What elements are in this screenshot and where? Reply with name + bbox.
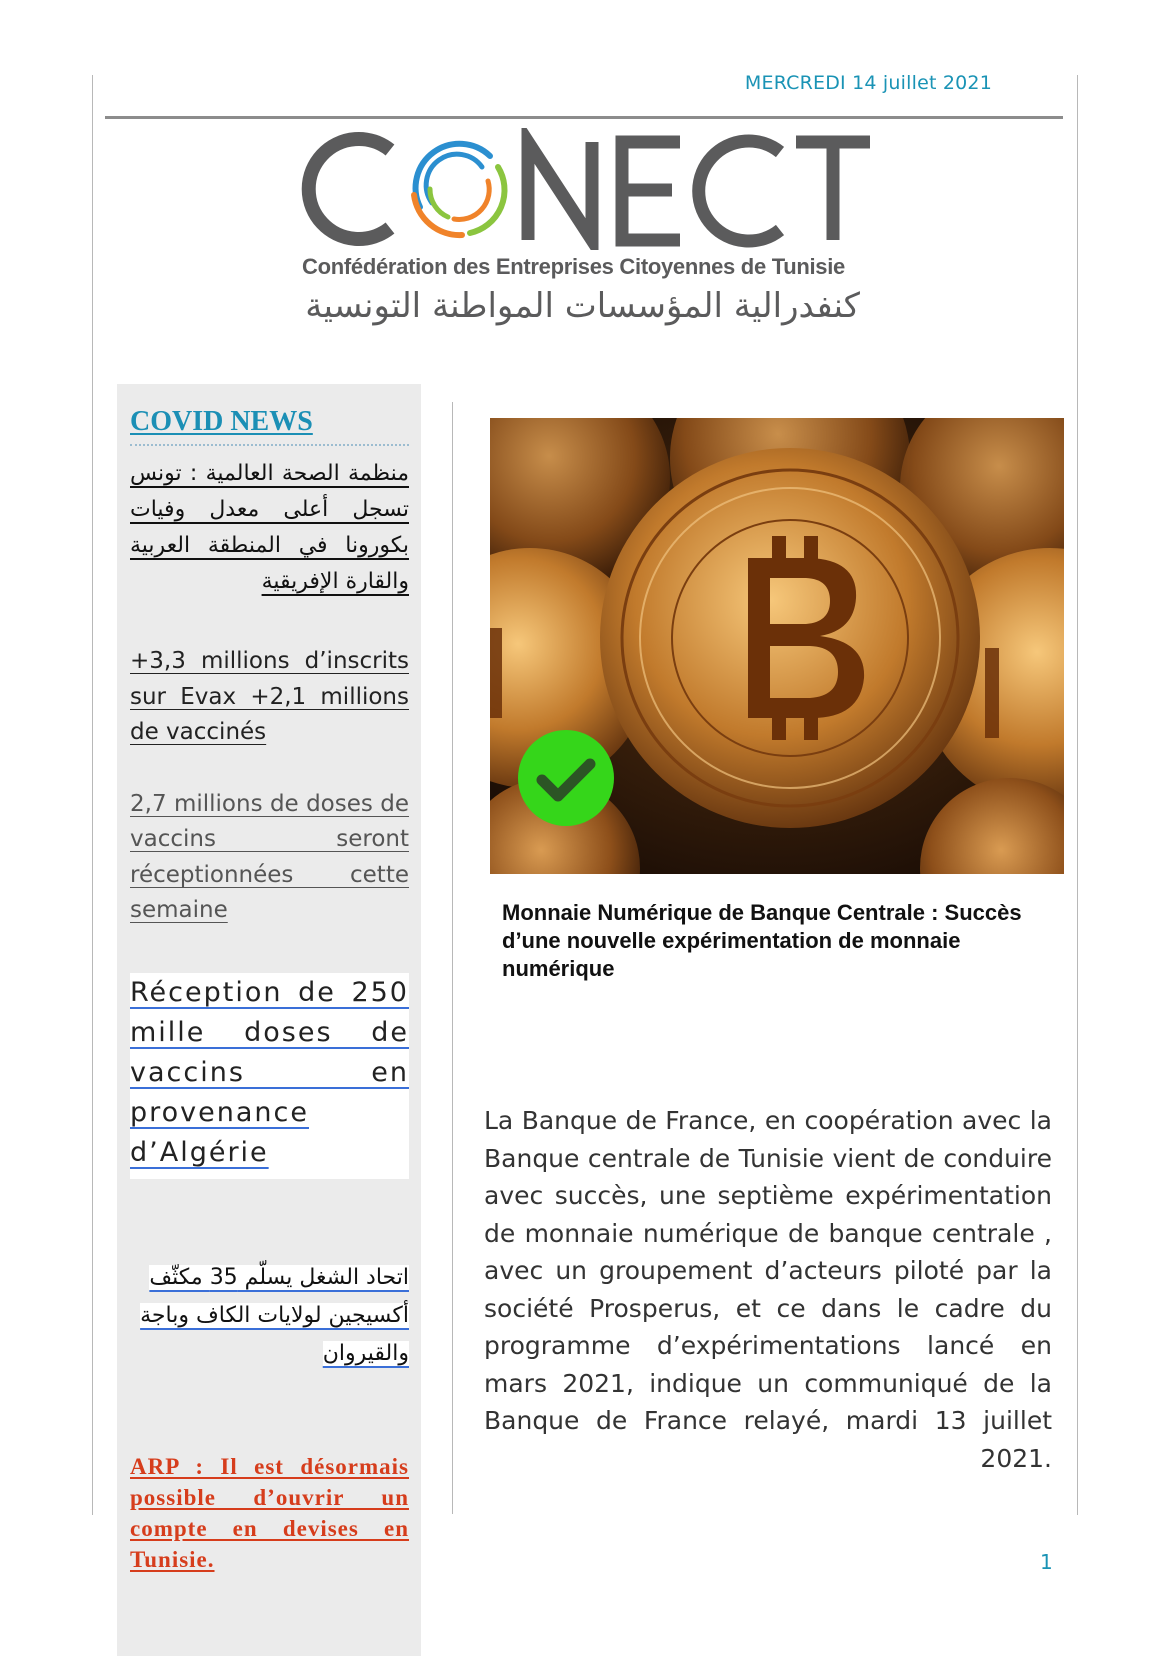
- issue-date: MERCREDI 14 juillet 2021: [744, 72, 992, 94]
- logo-o-ring-icon: [414, 144, 505, 235]
- bitcoin-coins-photo: [490, 418, 1064, 874]
- news-algeria-doses[interactable]: Réception de 250 mille doses de vaccins en provenance d’Algérie: [130, 973, 409, 1179]
- news-arp-foreign-currency[interactable]: ARP : Il est désormais possible d’ouvrir un compte en devises en Tunisie.: [130, 1453, 409, 1572]
- covid-news-sidebar: [117, 384, 421, 1656]
- conect-wordmark: [300, 128, 870, 250]
- page-frame-right: [1077, 75, 1078, 1515]
- check-icon: [516, 728, 616, 828]
- conect-logo: [300, 128, 870, 328]
- news-vaccine-doses[interactable]: 2,7 millions de doses de vaccins seront réceptionnées cette semaine: [130, 790, 409, 923]
- logo-subtitle-ar: كنفدرالية المؤسسات المواطنة التونسية: [305, 286, 860, 326]
- news-oxygen-concentrators[interactable]: اتحاد الشغل يسلّم 35 مكثّف أكسيجين لولايات الكاف وباجة والقيروان: [140, 1264, 409, 1366]
- column-divider: [452, 402, 453, 1514]
- article-headline[interactable]: Monnaie Numérique de Banque Centrale : Succès d’une nouvelle expérimentation de monnaie numérique: [502, 900, 1022, 981]
- news-evax[interactable]: +3,3 millions d’inscrits sur Evax +2,1 millions de vaccinés: [130, 648, 409, 745]
- page-number: 1: [1040, 1550, 1053, 1574]
- article-body: La Banque de France, en coopération avec la Banque centrale de Tunisie vient de conduire avec succès, une septième expérimentation de monnaie numérique de banque centrale , avec un groupement d’acteurs piloté par la société Prosperus, et ce dans le cadre du programme d’expérimentations lancé en mars 2021, indique un communiqué de la Banque de France relayé, mardi 13 juillet 2021.: [484, 1106, 1052, 1473]
- covid-news-title[interactable]: COVID NEWS: [130, 406, 313, 437]
- title-dotted-divider: [130, 444, 409, 446]
- page-frame-left: [92, 75, 93, 1515]
- header-divider: [105, 116, 1063, 119]
- news-who-tunisia[interactable]: منظمة الصحة العالمية : تونس تسجل أعلى معدل وفيات بكورونا في المنطقة العربية والقارة الإفريقية: [130, 461, 409, 594]
- logo-subtitle-fr: Confédération des Entreprises Citoyennes de Tunisie: [302, 254, 845, 279]
